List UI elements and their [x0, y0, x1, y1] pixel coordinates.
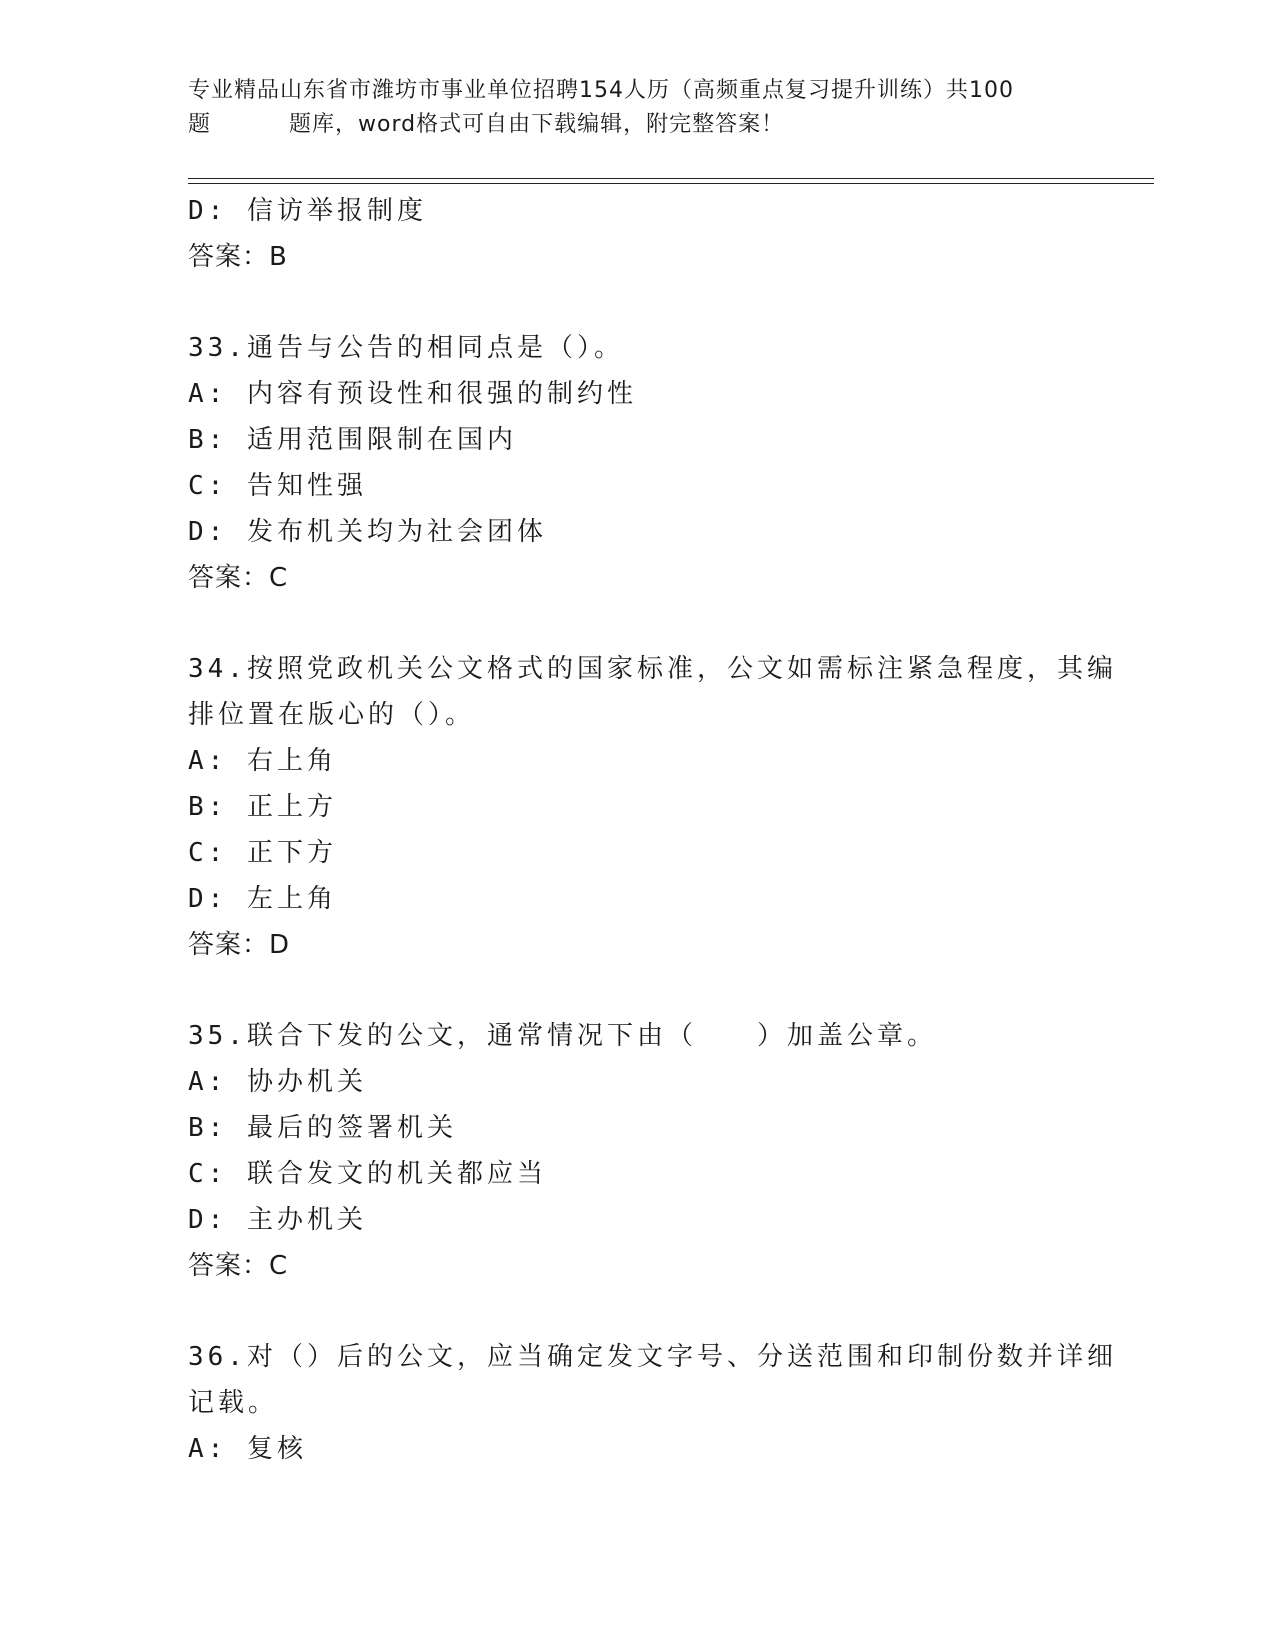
question-stem: 36.对（）后的公文，应当确定发文字号、分送范围和印制份数并详细	[188, 1342, 1117, 1372]
option-line: B: 正上方	[188, 792, 337, 822]
option-line: A: 复核	[188, 1434, 307, 1464]
question-block	[188, 325, 1088, 601]
question-block	[188, 646, 1117, 968]
header-rule-bottom	[188, 183, 1154, 184]
answer-line: 答案：C	[188, 1251, 289, 1281]
document-header	[188, 74, 1088, 142]
question-stem: 35.联合下发的公文，通常情况下由（ ）加盖公章。	[188, 1021, 937, 1051]
option-line: A: 右上角	[188, 746, 337, 776]
header-subtitle-left: 题	[188, 112, 212, 137]
question-stem: 34.按照党政机关公文格式的国家标准，公文如需标注紧急程度，其编	[188, 654, 1117, 684]
answer-line: 答案：B	[188, 242, 288, 272]
question-stem: 33.通告与公告的相同点是（）。	[188, 333, 624, 363]
question-block	[188, 188, 1088, 280]
option-line: C: 正下方	[188, 838, 337, 868]
question-stem-continued: 排位置在版心的（）。	[188, 700, 476, 730]
option-line: D: 信访举报制度	[188, 196, 427, 226]
header-subtitle-line	[188, 108, 1088, 142]
option-line: D: 发布机关均为社会团体	[188, 517, 547, 547]
header-rule-top	[188, 178, 1154, 179]
header-title-line: 专业精品山东省市潍坊市事业单位招聘154人历（高频重点复习提升训练）共100	[188, 78, 1014, 103]
option-line: B: 最后的签署机关	[188, 1113, 457, 1143]
option-line: C: 联合发文的机关都应当	[188, 1159, 547, 1189]
option-line: D: 主办机关	[188, 1205, 367, 1235]
answer-line: 答案：C	[188, 563, 289, 593]
option-line: B: 适用范围限制在国内	[188, 425, 517, 455]
option-line: A: 协办机关	[188, 1067, 367, 1097]
question-block	[188, 1334, 1117, 1472]
answer-line: 答案：D	[188, 930, 291, 960]
option-line: D: 左上角	[188, 884, 337, 914]
question-content	[188, 188, 1117, 1472]
question-block	[188, 1013, 1088, 1289]
option-line: C: 告知性强	[188, 471, 367, 501]
header-subtitle-right: 题库，word格式可自由下载编辑，附完整答案！	[289, 112, 785, 137]
option-line: A: 内容有预设性和很强的制约性	[188, 379, 637, 409]
question-stem-continued: 记载。	[188, 1388, 279, 1418]
